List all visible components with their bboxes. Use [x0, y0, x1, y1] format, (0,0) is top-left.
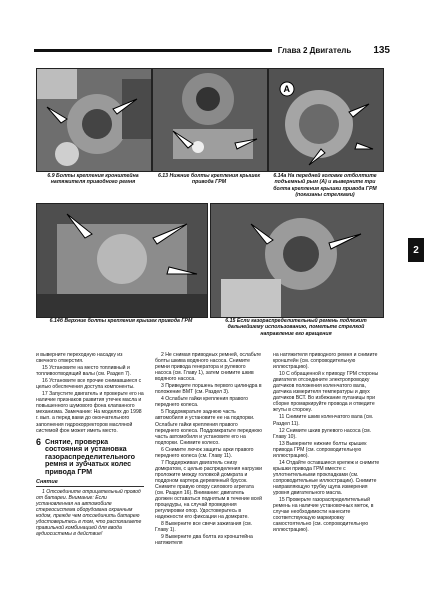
paragraph: 8 Выверните все свечи зажигания (см. Главу 1). [155, 521, 253, 534]
paragraph: 15 Проверьте газораспределительный ремень на наличие установочных меток, в случае необходимости нанесите соответствующую маркировку самостоятельно (см. сопроводительную иллюстрацию). [273, 497, 374, 534]
photo-6-14a [268, 68, 384, 172]
paragraph: 7 Поддерживая двигатель снизу домкратом, с целью распределения нагрузки проложите между головкой домкрата и поддоном картера деревянный брусок. Снимите правую опору силового агрегата (см. Раздел 16). Внимание: двигатель должен оставаться поднятым в течение всей процедуры, на случай проведения регулировки опор. Удостоверьтесь в надежности его фиксации на домкрате. [155, 459, 262, 521]
paragraph: 16 Установите все прочие снимавшиеся с целью обеспечения доступа компоненты. [36, 378, 142, 391]
paragraph: 12 Снимите шкив рулевого насоса (см. Главу 10). [273, 427, 372, 440]
paragraph: 2 Не снимая приводных ремней, ослабьте болты шкива водяного насоса. Снимите ремни привода генератора и рулевого насоса (см. Главу 1), затем снимите шкив водяного насоса. [155, 352, 262, 383]
paragraph: 9 Выверните два болта из кронштейна натяжителя [155, 534, 253, 547]
caption-6-14b: 6.14б Верхние болты крепления крышек привода ГРМ [49, 318, 193, 324]
paragraph: 4 Ослабьте гайки крепления правого переднего колеса. [155, 396, 248, 409]
header-rule [34, 49, 272, 52]
svg-text:A: A [283, 84, 290, 94]
section-heading [36, 438, 144, 476]
paragraph: 5 Поддомкратьте заднюю часть автомобиля и установите ее на подпорки. Ослабьте гайки крепления правого переднего колеса. Поддомкратьте переднюю часть автомобиля и установите его на подпорки. Снимите колесо. [155, 409, 262, 446]
section-title: Снятие, проверка состояния и установка газораспределительного ремня и зубчатых колес привода ГРМ [45, 436, 136, 476]
caption-6-13: 6.13 Нижние болты крепления крышек привода ГРМ [157, 173, 261, 186]
caption-6-14a: 6.14а На передней головке отболтите подъемный рым (A) и выверните три болта крепления крышки привода ГРМ (показаны стрелками) [273, 173, 377, 199]
text-column-3 [273, 352, 381, 534]
photo-6-15 [210, 203, 384, 318]
paragraph: и выверните переходную насадку из свечного отверстия. [36, 352, 123, 365]
paragraph: 11 Снимите шкив коленчатого вала (см. Раздел 11). [273, 414, 374, 427]
paragraph: 6 Снимите лючок защиты арки правого переднего колеса (см. Главу 11). [155, 446, 254, 459]
paragraph: 14 Отдайте оставшиеся крепеж и снимите крышки привода ГРМ вместе с уплотнительными прокладками (см. сопроводительные иллюстрации). Снимите направляющую трубку щупа измерения уровня двигательного масла. [273, 459, 380, 497]
paragraph: 3 Приведите поршень первого цилиндра в положение ВМТ (см. Раздел 3). [155, 383, 262, 396]
running-header [34, 44, 390, 56]
caption-6-9: 6.9 Болты крепления кронштейна натяжителя приводного ремня [47, 173, 139, 186]
subheading: Снятие [36, 479, 144, 487]
paragraph: на натяжителя приводного ремня и снимите кронштейн (см. сопроводительную иллюстрацию). [273, 352, 378, 371]
chapter-title: Глава 2 Двигатель [277, 45, 352, 55]
paragraph: 1 Отсоедините отрицательный провод от батареи. Внимание: Если установленная на автомобиле стереосистема оборудована охранным кодом, прежде чем отсоединить батарею удостоверьтесь в том, что располагаете правильной комбинацией для ввода аудиосистемы в действие! [36, 488, 142, 537]
chapter-tab: 2 [408, 238, 424, 262]
paragraph: 13 Выверните нижние болты крышек привода ГРМ (см. сопроводительную иллюстрацию). [273, 440, 367, 459]
photo-6-9 [36, 68, 152, 172]
caption-6-15: 6.15 Если газораспределительный ремень подлежит дальнейшему использованию, пометьте стрелкой направление его вращения [225, 318, 367, 337]
photo-6-13 [152, 68, 268, 172]
page-number: 135 [373, 44, 390, 56]
paragraph: 10 С обращенной к приводу ГРМ стороны двигателя отсоедините электропроводку датчиков положения коленчатого вала, датчика измерителя температуры и двух датчиков ВСТ. Во избежание путаницы при сборке промаркируйте провода и отведите жгуты в сторону. [273, 371, 379, 414]
paragraph: 17 Запустите двигатель и проверьте его на наличие признаков развития утечек масла и повышенного шумового фона клапанного механизма. Замечание: На моделях до 1998 г. вып. а перед вами до окончательного заполнения гидрокорректоров масляной системой фон может иметь место. [36, 391, 144, 434]
text-column-1 [36, 352, 144, 538]
photo-6-14b [36, 203, 208, 318]
section-number: 6 [36, 436, 42, 447]
paragraph: 15 Установите на место топливный и топливоотводящий валы (см. Раздел 7). [36, 365, 131, 378]
text-column-2 [155, 352, 263, 547]
